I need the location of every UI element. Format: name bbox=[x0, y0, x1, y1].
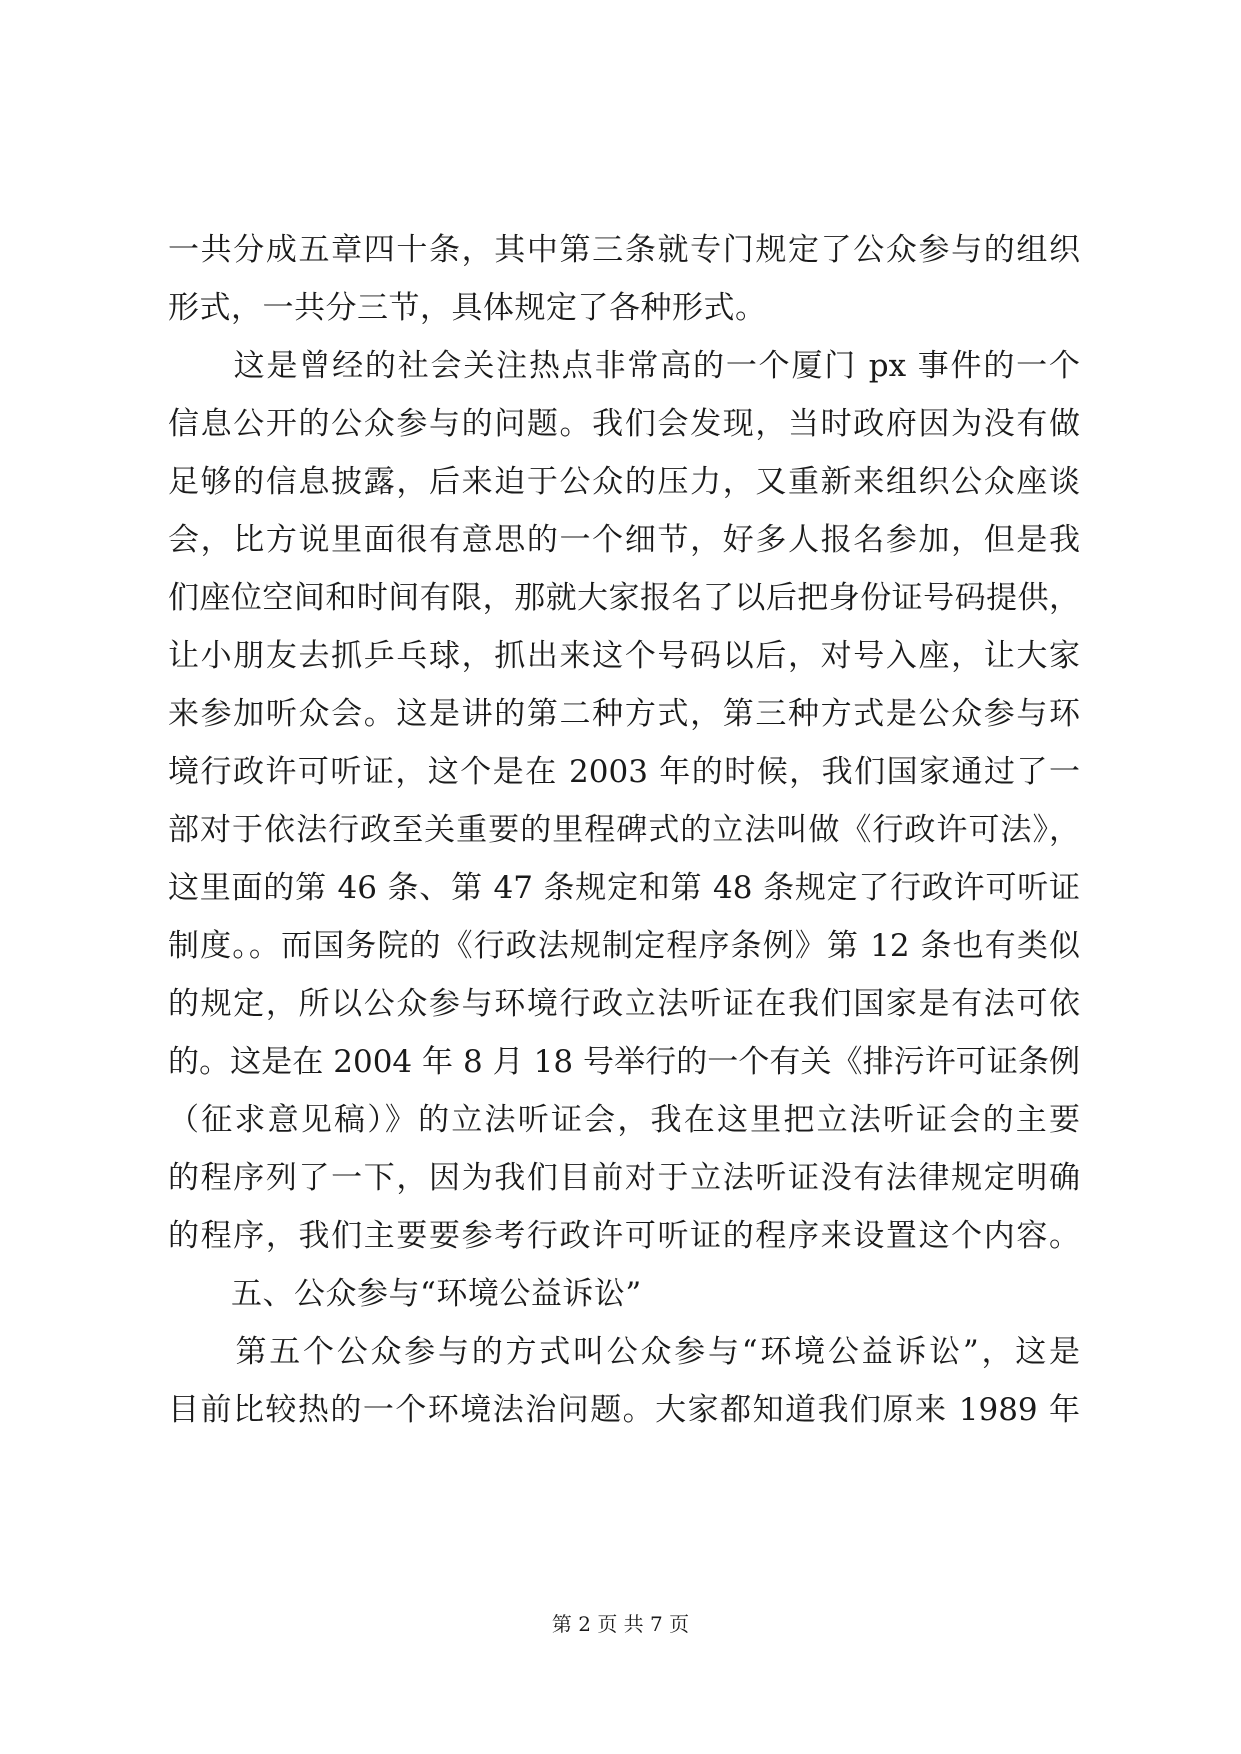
text-line: 目前比较热的一个环境法治问题。大家都知道我们原来 1989 年 bbox=[168, 1392, 1080, 1428]
text-line: 信息公开的公众参与的问题。我们会发现，当时政府因为没有做 bbox=[168, 406, 1080, 442]
text-line: 一共分成五章四十条，其中第三条就专门规定了公众参与的组织 bbox=[168, 232, 1080, 268]
text-line: 让小朋友去抓乒乓球，抓出来这个号码以后，对号入座，让大家 bbox=[168, 638, 1080, 674]
text-line: 第五个公众参与的方式叫公众参与“环境公益诉讼”，这是 bbox=[168, 1334, 1080, 1370]
text-line: 制度。。而国务院的《行政法规制定程序条例》第 12 条也有类似 bbox=[168, 928, 1080, 964]
text-line: 的程序，我们主要要参考行政许可听证的程序来设置这个内容。 bbox=[168, 1218, 1080, 1254]
section-heading: 五、公众参与“环境公益诉讼” bbox=[168, 1276, 642, 1312]
text-line: 的。这是在 2004 年 8 月 18 号举行的一个有关《排污许可证条例 bbox=[168, 1044, 1080, 1080]
text-line: 境行政许可听证，这个是在 2003 年的时候，我们国家通过了一 bbox=[168, 754, 1080, 790]
text-line: 这里面的第 46 条、第 47 条规定和第 48 条规定了行政许可听证 bbox=[168, 870, 1080, 906]
text-line: 们座位空间和时间有限，那就大家报名了以后把身份证号码提供， bbox=[168, 580, 1080, 616]
text-line: 这是曾经的社会关注热点非常高的一个厦门 px 事件的一个 bbox=[168, 348, 1080, 384]
text-line: 的规定，所以公众参与环境行政立法听证在我们国家是有法可依 bbox=[168, 986, 1080, 1022]
text-line: 足够的信息披露，后来迫于公众的压力，又重新来组织公众座谈 bbox=[168, 464, 1080, 500]
text-line: 会，比方说里面很有意思的一个细节，好多人报名参加，但是我 bbox=[168, 522, 1080, 558]
text-line: 部对于依法行政至关重要的里程碑式的立法叫做《行政许可法》， bbox=[168, 812, 1080, 848]
text-line: 的程序列了一下，因为我们目前对于立法听证没有法律规定明确 bbox=[168, 1160, 1080, 1196]
text-line: 来参加听众会。这是讲的第二种方式，第三种方式是公众参与环 bbox=[168, 696, 1080, 732]
page-number: 第 2 页 共 7 页 bbox=[551, 1612, 690, 1636]
text-line: （征求意见稿）》的立法听证会，我在这里把立法听证会的主要 bbox=[168, 1102, 1080, 1138]
text-line: 形式，一共分三节，具体规定了各种形式。 bbox=[168, 290, 767, 326]
